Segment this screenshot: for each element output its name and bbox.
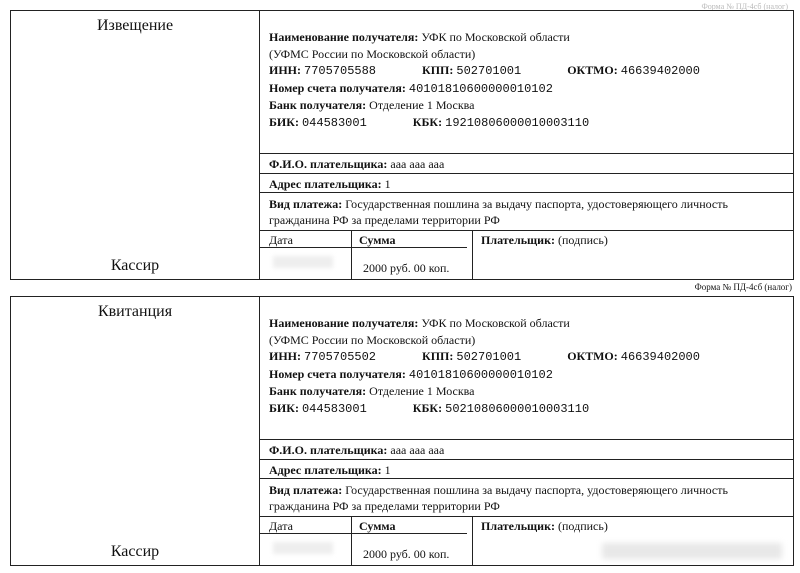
divider	[351, 230, 352, 279]
sum-header: Сумма	[359, 233, 396, 247]
oktmo-value: 46639402000	[620, 64, 700, 78]
date-header: Дата	[269, 233, 293, 247]
address-value: 1	[384, 177, 391, 191]
bank-value: Отделение 1 Москва	[369, 384, 475, 398]
payment-row	[269, 482, 728, 514]
payer-value: ааа ааа ааа	[390, 443, 445, 457]
divider	[472, 230, 473, 279]
kbk-label: КБК:	[412, 114, 443, 129]
receipt-title: Квитанция	[97, 303, 173, 320]
account-value: 40101810600000010102	[408, 81, 553, 96]
notice-block	[10, 10, 794, 280]
bank-label: Банк получателя:	[269, 384, 367, 398]
payer-row	[269, 443, 444, 458]
address-label: Адрес плательщика:	[269, 177, 382, 191]
blurred-date	[273, 256, 333, 268]
top-corner-text: Форма № ПД-4сб (налог)	[701, 2, 788, 11]
divider	[259, 153, 793, 154]
recipient-label: Наименование получателя:	[269, 316, 419, 330]
sum-value: 2000 руб. 00 коп.	[363, 547, 450, 561]
recipient-value: УФК по Московской области	[421, 30, 570, 44]
bik-value: 044583001	[301, 401, 367, 416]
divider	[259, 192, 793, 193]
sum-value: 2000 руб. 00 коп.	[363, 261, 450, 275]
payment-label: Вид платежа:	[269, 197, 343, 211]
address-value: 1	[384, 463, 391, 477]
notice-right-column	[259, 11, 793, 279]
payer-value: ааа ааа ааа	[390, 157, 445, 171]
divider	[259, 247, 467, 248]
date-header: Дата	[269, 519, 293, 533]
payer-sign	[481, 519, 608, 534]
payer-label: Ф.И.О. плательщика:	[269, 157, 388, 171]
payer-row	[269, 157, 444, 172]
payment-value-1: Государственная пошлина за выдачу паспорта, удостоверяющего личность	[345, 483, 728, 497]
notice-left-column	[11, 11, 260, 279]
payer-sign-value: (подпись)	[558, 519, 608, 533]
bank-label: Банк получателя:	[269, 98, 367, 112]
bik-label: БИК:	[269, 400, 299, 415]
blurred-date	[273, 542, 333, 554]
oktmo-label: ОКТМО:	[567, 63, 618, 77]
notice-title: Извещение	[96, 17, 174, 34]
divider	[259, 230, 793, 231]
divider	[351, 516, 352, 565]
oktmo-value: 46639402000	[620, 350, 700, 364]
inn-label: ИНН:	[269, 63, 301, 77]
sum-header: Сумма	[359, 519, 396, 533]
receipt-block	[10, 296, 794, 566]
notice-cashier: Кассир	[110, 257, 160, 274]
payment-value-2: гражданина РФ за пределами территории РФ	[269, 213, 500, 227]
inn-value: 7705705502	[304, 350, 377, 364]
receipt-left-column	[11, 297, 260, 565]
bik-value: 044583001	[301, 115, 367, 130]
payer-sign-label: Плательщик:	[481, 233, 556, 247]
divider	[259, 439, 793, 440]
inn-label: ИНН:	[269, 349, 301, 363]
divider	[259, 478, 793, 479]
oktmo-label: ОКТМО:	[567, 349, 618, 363]
address-row	[269, 463, 391, 478]
address-row	[269, 177, 391, 192]
recipient-sub: (УФМС России по Московской области)	[269, 332, 476, 347]
notice-recipient-info	[269, 29, 700, 131]
inn-value: 7705705588	[304, 64, 377, 78]
recipient-value: УФК по Московской области	[421, 316, 570, 330]
payment-row	[269, 196, 728, 228]
payer-sign-value: (подпись)	[558, 233, 608, 247]
divider	[259, 516, 793, 517]
payment-value-2: гражданина РФ за пределами территории РФ	[269, 499, 500, 513]
account-value: 40101810600000010102	[408, 367, 553, 382]
receipt-recipient-info	[269, 315, 700, 417]
payer-label: Ф.И.О. плательщика:	[269, 443, 388, 457]
kpp-label: КПП:	[422, 63, 454, 77]
recipient-label: Наименование получателя:	[269, 30, 419, 44]
kpp-value: 502701001	[456, 350, 522, 364]
bik-label: БИК:	[269, 114, 299, 129]
account-label: Номер счета получателя:	[269, 366, 406, 381]
divider	[259, 173, 793, 174]
recipient-sub: (УФМС России по Московской области)	[269, 46, 476, 61]
kbk-value: 19210806000010003110	[445, 115, 590, 130]
payment-value-1: Государственная пошлина за выдачу паспорта, удостоверяющего личность	[345, 197, 728, 211]
address-label: Адрес плательщика:	[269, 463, 382, 477]
kbk-label: КБК:	[412, 400, 443, 415]
blurred-watermark	[602, 543, 782, 559]
divider	[259, 459, 793, 460]
receipt-right-column	[259, 297, 793, 565]
kpp-value: 502701001	[456, 64, 522, 78]
form-note: Форма № ПД-4сб (налог)	[694, 282, 792, 292]
divider	[259, 533, 467, 534]
kbk-value: 50210806000010003110	[445, 401, 590, 416]
account-label: Номер счета получателя:	[269, 80, 406, 95]
bank-value: Отделение 1 Москва	[369, 98, 475, 112]
receipt-cashier: Кассир	[110, 543, 160, 560]
kpp-label: КПП:	[422, 349, 454, 363]
payment-label: Вид платежа:	[269, 483, 343, 497]
payer-sign-label: Плательщик:	[481, 519, 556, 533]
payer-sign	[481, 233, 608, 248]
divider	[472, 516, 473, 565]
